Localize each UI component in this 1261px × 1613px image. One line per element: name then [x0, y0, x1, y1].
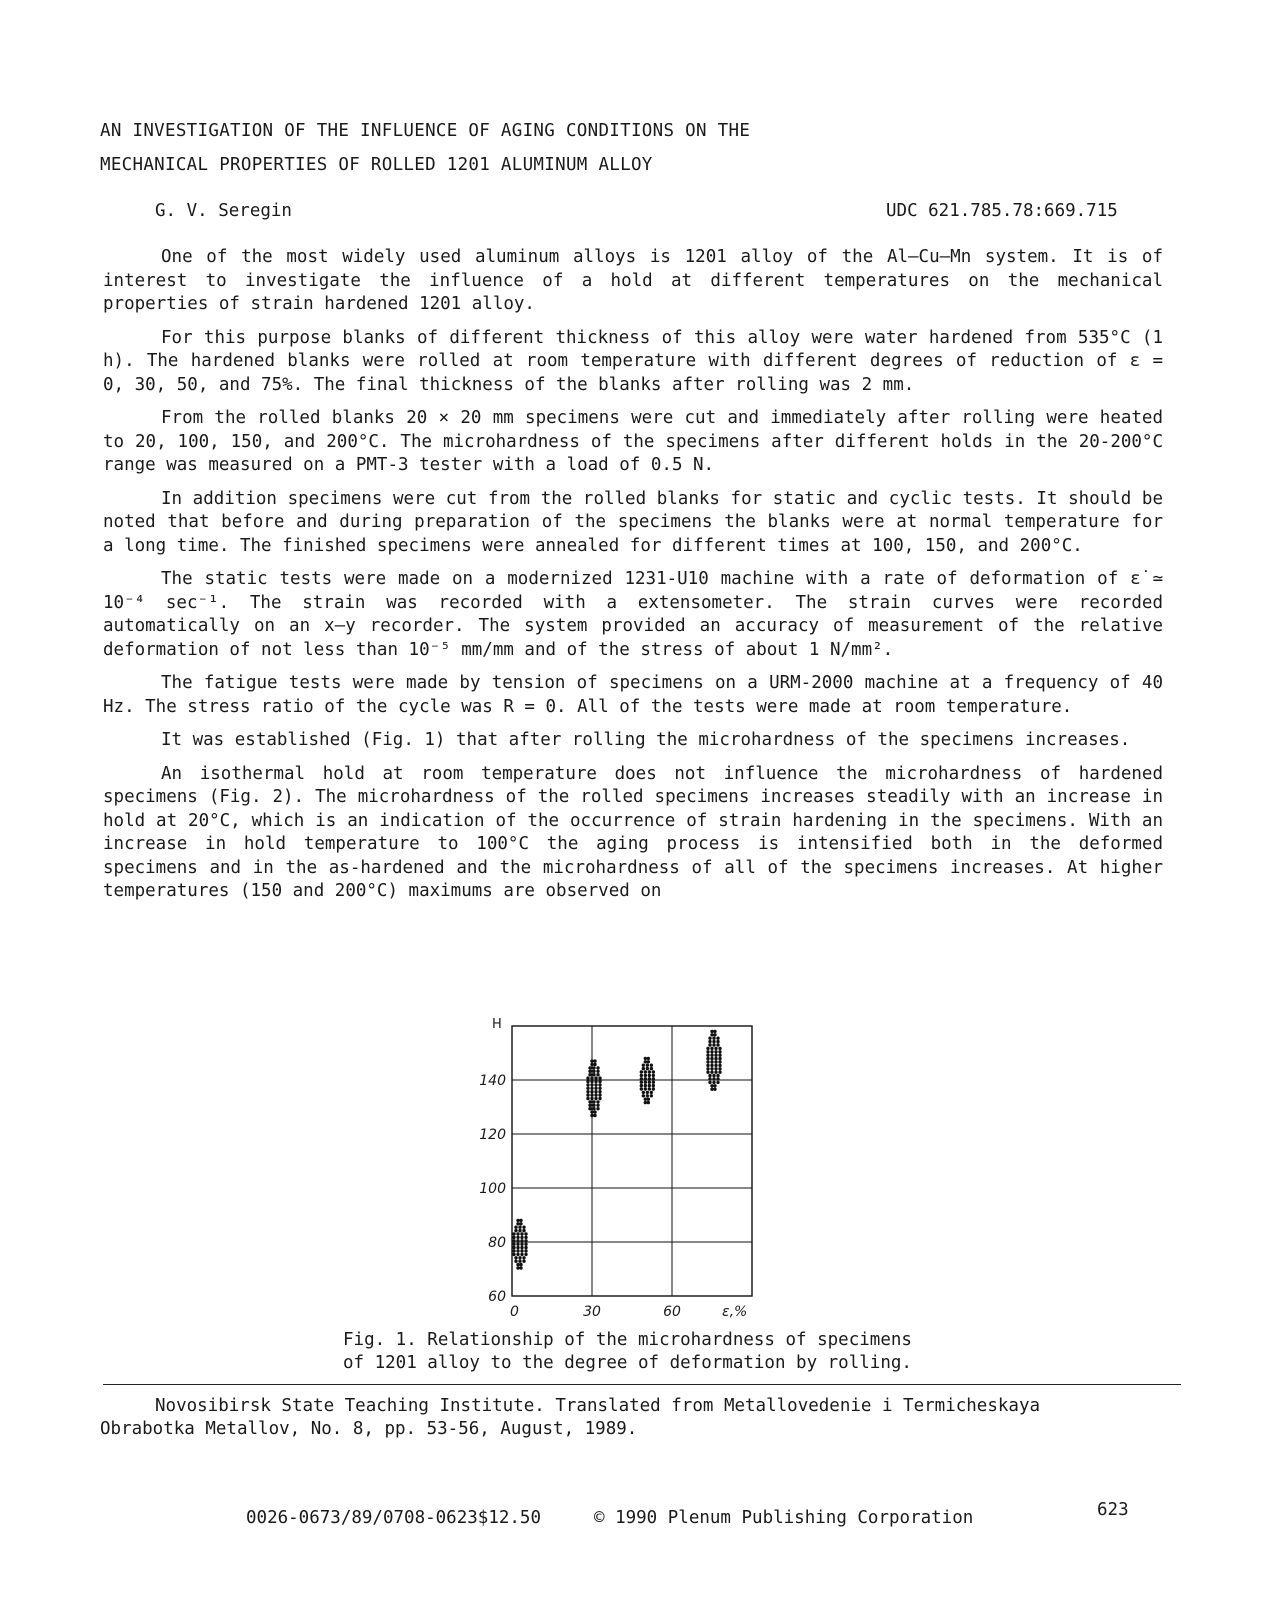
- data-point: [644, 1098, 647, 1101]
- data-point: [596, 1070, 599, 1073]
- data-point: [718, 1047, 721, 1050]
- data-point: [650, 1091, 653, 1094]
- data-point: [596, 1107, 599, 1110]
- data-point: [520, 1239, 523, 1242]
- publication-code: 0026-0673/89/0708-0623$12.50: [246, 1508, 542, 1528]
- data-point: [514, 1229, 517, 1232]
- data-point: [586, 1097, 589, 1100]
- y-tick-label: 80: [488, 1235, 506, 1251]
- data-point: [648, 1084, 651, 1087]
- data-point: [714, 1050, 717, 1053]
- data-point: [716, 1077, 719, 1080]
- data-point: [516, 1249, 519, 1252]
- data-point: [644, 1081, 647, 1084]
- data-point: [650, 1067, 653, 1070]
- figure-caption: [343, 1329, 983, 1375]
- data-point: [708, 1077, 711, 1080]
- data-point: [640, 1087, 643, 1090]
- data-point: [512, 1246, 515, 1249]
- data-cluster: [512, 1219, 527, 1270]
- data-point: [516, 1232, 519, 1235]
- data-point: [714, 1047, 717, 1050]
- data-point: [516, 1243, 519, 1246]
- data-point: [718, 1057, 721, 1060]
- data-point: [516, 1239, 519, 1242]
- y-tick-label: 140: [479, 1073, 506, 1089]
- data-point: [718, 1054, 721, 1057]
- data-point: [593, 1059, 596, 1062]
- data-point: [516, 1266, 519, 1269]
- data-point: [524, 1246, 527, 1249]
- data-point: [648, 1081, 651, 1084]
- data-point: [652, 1077, 655, 1080]
- x-tick-label: 0: [510, 1304, 519, 1320]
- data-point: [512, 1236, 515, 1239]
- title-line-2: MECHANICAL PROPERTIES OF ROLLED 1201 ALUMINUM ALLOY: [100, 155, 653, 175]
- data-point: [706, 1047, 709, 1050]
- data-point: [519, 1222, 522, 1225]
- paragraph: For this purpose blanks of different thickness of this alloy were water hardened from 535°C (1 h). The hardened blanks were rolled at room temperature with different degrees of reduction of ε = 0, 30, 50, and 75%. The final thickness of the blanks after rolling was 2 mm.: [103, 327, 1163, 395]
- data-point: [524, 1239, 527, 1242]
- data-point: [593, 1110, 596, 1113]
- data-point: [644, 1074, 647, 1077]
- data-point: [518, 1229, 521, 1232]
- data-point: [716, 1040, 719, 1043]
- data-point: [516, 1236, 519, 1239]
- data-point: [714, 1067, 717, 1070]
- data-point: [652, 1084, 655, 1087]
- data-point: [718, 1060, 721, 1063]
- data-point: [648, 1074, 651, 1077]
- data-point: [524, 1236, 527, 1239]
- data-point: [522, 1260, 525, 1263]
- affiliation-line-2: Obrabotka Metallov, No. 8, pp. 53-56, August, 1989.: [100, 1419, 638, 1439]
- paragraph: An isothermal hold at room temperature does not influence the microhardness of hardened specimens (Fig. 2). The microhardness of the rolled specimens increases steadily with an increase in hold at 20°C, which is an indication of the occurrence of strain hardening in the specimens. With an increase in hold temperature to 100°C the aging process is intensified both in the deformed specimens and in the as-hardened and the microhardness of all of the specimens increases. At higher temperatures (150 and 200°C) maximums are observed on: [103, 763, 1163, 901]
- data-point: [644, 1060, 647, 1063]
- data-point: [593, 1063, 596, 1066]
- data-point: [594, 1087, 597, 1090]
- data-point: [652, 1081, 655, 1084]
- x-tick-label: 60: [663, 1304, 681, 1320]
- data-point: [646, 1064, 649, 1067]
- data-point: [519, 1263, 522, 1266]
- data-point: [644, 1057, 647, 1060]
- y-axis-label: H: [492, 1017, 502, 1032]
- data-point: [708, 1040, 711, 1043]
- title-line-1: AN INVESTIGATION OF THE INFLUENCE OF AGING CONDITIONS ON THE: [100, 121, 751, 141]
- data-point: [590, 1110, 593, 1113]
- data-point: [512, 1253, 515, 1256]
- data-point: [516, 1263, 519, 1266]
- data-point: [718, 1050, 721, 1053]
- figure-1-chart: [470, 1010, 770, 1320]
- data-point: [512, 1249, 515, 1252]
- data-point: [593, 1114, 596, 1117]
- data-point: [714, 1064, 717, 1067]
- data-point: [706, 1060, 709, 1063]
- data-point: [708, 1074, 711, 1077]
- data-point: [588, 1070, 591, 1073]
- data-point: [710, 1054, 713, 1057]
- data-point: [713, 1084, 716, 1087]
- data-point: [713, 1030, 716, 1033]
- data-point: [640, 1074, 643, 1077]
- data-point: [710, 1088, 713, 1091]
- data-point: [713, 1088, 716, 1091]
- data-point: [716, 1037, 719, 1040]
- author: G. V. Seregin: [155, 201, 292, 221]
- data-point: [596, 1073, 599, 1076]
- data-point: [642, 1091, 645, 1094]
- data-point: [646, 1067, 649, 1070]
- data-point: [586, 1076, 589, 1079]
- data-point: [710, 1064, 713, 1067]
- data-cluster: [706, 1030, 721, 1091]
- data-point: [706, 1057, 709, 1060]
- data-point: [647, 1057, 650, 1060]
- data-point: [520, 1246, 523, 1249]
- data-point: [590, 1063, 593, 1066]
- data-point: [522, 1229, 525, 1232]
- data-point: [594, 1093, 597, 1096]
- data-point: [598, 1097, 601, 1100]
- footnote-divider: [103, 1384, 1181, 1385]
- data-point: [588, 1107, 591, 1110]
- data-point: [592, 1073, 595, 1076]
- data-point: [598, 1087, 601, 1090]
- data-point: [708, 1081, 711, 1084]
- data-point: [710, 1047, 713, 1050]
- data-point: [718, 1067, 721, 1070]
- data-point: [520, 1253, 523, 1256]
- data-point: [514, 1226, 517, 1229]
- paragraph: It was established (Fig. 1) that after rolling the microhardness of the specimens increases.: [161, 730, 1131, 750]
- data-point: [710, 1030, 713, 1033]
- data-point: [706, 1050, 709, 1053]
- copyright: © 1990 Plenum Publishing Corporation: [594, 1508, 974, 1528]
- data-point: [512, 1239, 515, 1242]
- data-point: [590, 1080, 593, 1083]
- paragraph: One of the most widely used aluminum alloys is 1201 alloy of the Al–Cu–Mn system. It is of interest to investigate the influence of a hold at different temperatures on the mechanical properties of strain hardened 1201 alloy.: [103, 247, 1163, 314]
- data-point: [588, 1104, 591, 1107]
- data-point: [522, 1226, 525, 1229]
- data-point: [596, 1066, 599, 1069]
- data-point: [586, 1083, 589, 1086]
- data-point: [586, 1087, 589, 1090]
- data-point: [712, 1043, 715, 1046]
- data-point: [590, 1076, 593, 1079]
- data-point: [518, 1260, 521, 1263]
- figure-caption-line-1: Fig. 1. Relationship of the microhardness of specimens: [343, 1330, 912, 1350]
- data-point: [588, 1100, 591, 1103]
- data-point: [650, 1094, 653, 1097]
- body-text: [103, 246, 1163, 904]
- data-point: [516, 1222, 519, 1225]
- data-point: [647, 1060, 650, 1063]
- data-point: [648, 1077, 651, 1080]
- data-point: [644, 1087, 647, 1090]
- data-point: [647, 1098, 650, 1101]
- data-point: [598, 1093, 601, 1096]
- data-cluster: [586, 1059, 601, 1117]
- data-point: [516, 1219, 519, 1222]
- data-point: [708, 1037, 711, 1040]
- data-point: [712, 1077, 715, 1080]
- data-point: [590, 1090, 593, 1093]
- data-point: [518, 1226, 521, 1229]
- data-point: [519, 1266, 522, 1269]
- data-point: [710, 1060, 713, 1063]
- data-point: [706, 1064, 709, 1067]
- data-point: [642, 1067, 645, 1070]
- data-point: [644, 1077, 647, 1080]
- data-point: [594, 1076, 597, 1079]
- data-point: [520, 1249, 523, 1252]
- data-point: [592, 1107, 595, 1110]
- data-point: [706, 1054, 709, 1057]
- data-point: [712, 1081, 715, 1084]
- data-point: [596, 1104, 599, 1107]
- figure-caption-line-2: of 1201 alloy to the degree of deformation by rolling.: [343, 1353, 912, 1373]
- data-point: [640, 1070, 643, 1073]
- data-point: [714, 1060, 717, 1063]
- paragraph: The static tests were made on a modernized 1231-U10 machine with a rate of deformation of ε̇ ≃ 10⁻⁴ sec⁻¹. The strain was recorded with a extensometer. The strain curves were recorded automatically on an x–y recorder. The system provided an accuracy of measurement of the relative deformation of not less than 10⁻⁵ mm/mm and of the stress of about 1 N/mm².: [103, 569, 1163, 660]
- data-point: [644, 1101, 647, 1104]
- udc-code: UDC 621.785.78:669.715: [886, 201, 1118, 221]
- data-point: [652, 1087, 655, 1090]
- data-point: [716, 1043, 719, 1046]
- data-point: [712, 1037, 715, 1040]
- data-point: [648, 1087, 651, 1090]
- data-point: [586, 1093, 589, 1096]
- data-point: [716, 1081, 719, 1084]
- data-point: [712, 1074, 715, 1077]
- data-point: [594, 1083, 597, 1086]
- y-tick-label: 120: [479, 1127, 506, 1143]
- data-point: [594, 1090, 597, 1093]
- data-point: [652, 1074, 655, 1077]
- data-point: [524, 1232, 527, 1235]
- data-point: [718, 1064, 721, 1067]
- data-point: [598, 1090, 601, 1093]
- data-point: [520, 1243, 523, 1246]
- data-point: [512, 1232, 515, 1235]
- x-axis-label: ε,%: [722, 1304, 748, 1320]
- data-point: [514, 1256, 517, 1259]
- data-point: [516, 1253, 519, 1256]
- data-point: [524, 1253, 527, 1256]
- data-point: [642, 1064, 645, 1067]
- data-point: [592, 1100, 595, 1103]
- paragraph: From the rolled blanks 20 × 20 mm specimens were cut and immediately after rolling were heated to 20, 100, 150, and 200°C. The microhardness of the specimens after different holds in the 20-200°C range was measured on a PMT-3 tester with a load of 0.5 N.: [103, 408, 1163, 475]
- data-point: [518, 1256, 521, 1259]
- data-point: [718, 1071, 721, 1074]
- data-point: [640, 1081, 643, 1084]
- data-point: [648, 1070, 651, 1073]
- data-point: [714, 1057, 717, 1060]
- data-point: [706, 1071, 709, 1074]
- data-point: [519, 1219, 522, 1222]
- data-point: [588, 1066, 591, 1069]
- data-point: [706, 1067, 709, 1070]
- data-point: [712, 1040, 715, 1043]
- data-point: [512, 1243, 515, 1246]
- data-point: [594, 1080, 597, 1083]
- data-point: [598, 1080, 601, 1083]
- data-point: [714, 1054, 717, 1057]
- data-point: [524, 1243, 527, 1246]
- data-point: [590, 1059, 593, 1062]
- data-point: [644, 1084, 647, 1087]
- data-point: [714, 1071, 717, 1074]
- data-point: [590, 1083, 593, 1086]
- data-point: [646, 1094, 649, 1097]
- data-point: [642, 1094, 645, 1097]
- data-point: [520, 1232, 523, 1235]
- data-point: [713, 1033, 716, 1036]
- data-point: [650, 1064, 653, 1067]
- data-point: [592, 1104, 595, 1107]
- x-tick-label: 30: [583, 1304, 601, 1320]
- data-point: [520, 1236, 523, 1239]
- data-point: [647, 1101, 650, 1104]
- data-point: [716, 1074, 719, 1077]
- affiliation-line-1: Novosibirsk State Teaching Institute. Translated from Metallovedenie i Termicheskaya: [155, 1396, 1041, 1416]
- data-point: [592, 1066, 595, 1069]
- data-point: [524, 1249, 527, 1252]
- data-point: [652, 1070, 655, 1073]
- data-point: [640, 1077, 643, 1080]
- data-point: [710, 1071, 713, 1074]
- data-point: [592, 1070, 595, 1073]
- data-point: [586, 1090, 589, 1093]
- data-point: [640, 1084, 643, 1087]
- data-point: [590, 1093, 593, 1096]
- data-point: [590, 1114, 593, 1117]
- data-point: [514, 1260, 517, 1263]
- data-point: [596, 1100, 599, 1103]
- data-point: [710, 1067, 713, 1070]
- data-point: [710, 1084, 713, 1087]
- page-number: 623: [1097, 1500, 1129, 1520]
- data-point: [586, 1080, 589, 1083]
- data-point: [588, 1073, 591, 1076]
- data-point: [644, 1070, 647, 1073]
- data-point: [598, 1076, 601, 1079]
- data-point: [646, 1091, 649, 1094]
- data-point: [710, 1033, 713, 1036]
- data-point: [590, 1087, 593, 1090]
- y-tick-label: 60: [488, 1289, 506, 1305]
- data-point: [708, 1043, 711, 1046]
- data-point: [590, 1097, 593, 1100]
- paragraph: In addition specimens were cut from the rolled blanks for static and cyclic tests. It should be noted that before and during preparation of the specimens the blanks were at normal temperature for a long time. The finished specimens were annealed for different times at 100, 150, and 200°C.: [103, 488, 1163, 556]
- y-tick-label: 100: [479, 1181, 506, 1197]
- data-point: [710, 1057, 713, 1060]
- data-point: [710, 1050, 713, 1053]
- data-point: [522, 1256, 525, 1259]
- data-point: [594, 1097, 597, 1100]
- data-point: [516, 1246, 519, 1249]
- data-point: [598, 1083, 601, 1086]
- paragraph: The fatigue tests were made by tension of specimens on a URM-2000 machine at a frequency of 40 Hz. The stress ratio of the cycle was R = 0. All of the tests were made at room temperature.: [103, 673, 1163, 717]
